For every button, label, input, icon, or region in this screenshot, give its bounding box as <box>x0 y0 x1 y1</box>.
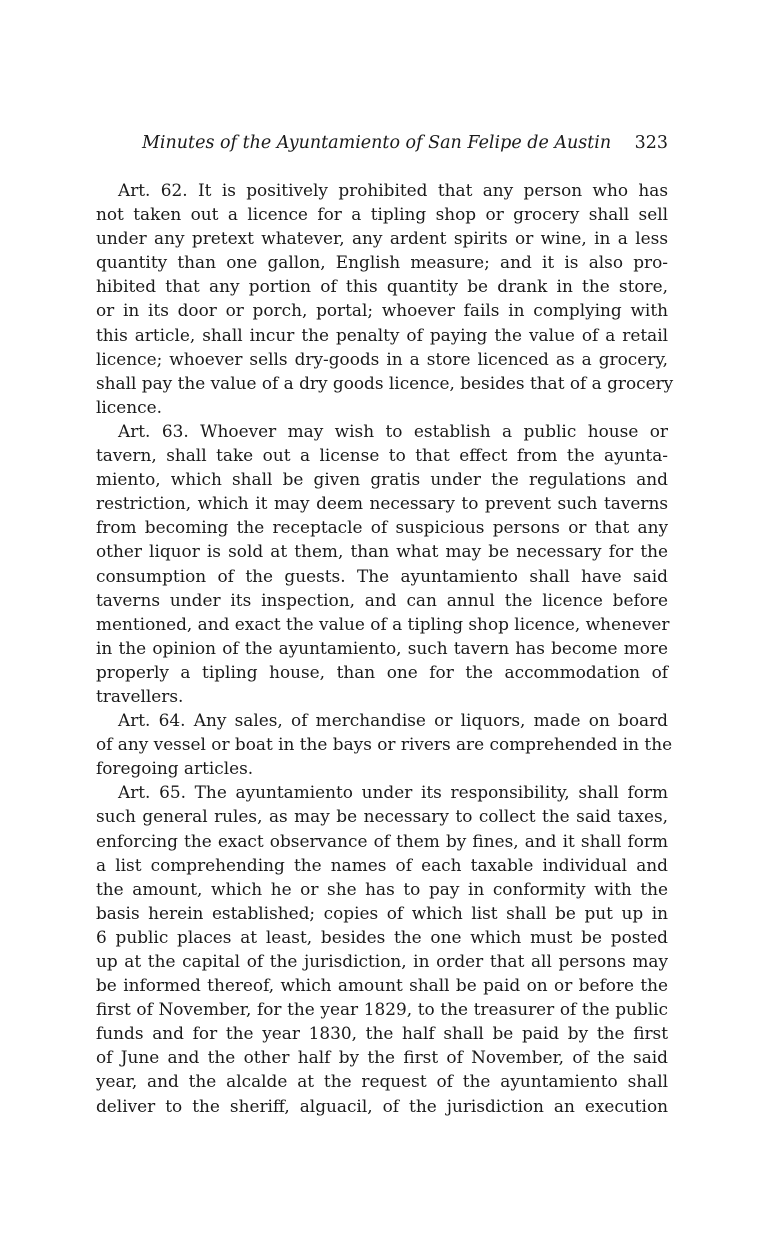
text-line: this article, shall incur the penalty of paying the value of a retail <box>96 324 668 345</box>
text-line: licence. <box>96 396 162 417</box>
running-head <box>142 128 668 158</box>
text-line: under any pretext whatever, any ardent spirits or wine, in a less <box>96 228 668 249</box>
text-line: shall pay the value of a dry goods licence, besides that of a grocery <box>96 372 674 393</box>
text-line: Art. 65. The ayuntamiento under its responsibility, shall form <box>118 782 668 803</box>
text-line: mentioned, and exact the value of a tipling shop licence, whenever <box>96 613 670 634</box>
text-line: a list comprehending the names of each taxable individual and <box>96 854 668 875</box>
text-line: foregoing articles. <box>96 758 254 779</box>
text-line: other liquor is sold at them, than what may be necessary for the <box>96 541 668 562</box>
text-line: Art. 62. It is positively prohibited that any person who has <box>118 180 668 200</box>
text-line: or in its door or porch, portal; whoever fails in complying with <box>96 300 668 321</box>
running-head-title: Minutes of the Ayuntamiento of San Felipe de Austin <box>142 133 612 153</box>
text-line: be informed thereof, which amount shall be paid on or before the <box>96 975 668 996</box>
text-line: licence; whoever sells dry-goods in a store licenced as a grocery, <box>96 348 668 369</box>
text-line: Art. 64. Any sales, of merchandise or liquors, made on board <box>118 710 668 731</box>
text-line: of any vessel or boat in the bays or rivers are comprehended in the <box>96 734 673 755</box>
text-line: funds and for the year 1830, the half shall be paid by the first <box>96 1023 668 1044</box>
text-line: year, and the alcalde at the request of the ayuntamiento shall <box>96 1071 668 1092</box>
text-line: first of November, for the year 1829, to the treasurer of the public <box>96 999 668 1020</box>
text-line: from becoming the receptacle of suspicious persons or that any <box>96 517 668 538</box>
text-line: travellers. <box>96 685 184 706</box>
text-line: the amount, which he or she has to pay in conformity with the <box>96 878 668 899</box>
text-line: taverns under its inspection, and can annul the licence before <box>96 589 668 610</box>
page-number: 323 <box>634 133 668 153</box>
text-line: properly a tipling house, than one for the accommodation of <box>96 661 668 682</box>
text-line: 6 public places at least, besides the one which must be posted <box>96 926 668 947</box>
text-line: such general rules, as may be necessary to collect the said taxes, <box>96 806 668 827</box>
text-line: quantity than one gallon, English measure; and it is also pro- <box>96 252 668 273</box>
text-line: deliver to the sheriff, alguacil, of the jurisdiction an execution <box>96 1095 668 1116</box>
text-line: hibited that any portion of this quantity be drank in the store, <box>96 276 668 297</box>
text-line: of June and the other half by the first of November, of the said <box>96 1047 668 1068</box>
text-line: up at the capital of the jurisdiction, in order that all persons may <box>96 951 668 971</box>
body-text <box>96 178 674 1118</box>
text-line: basis herein established; copies of which list shall be put up in <box>96 902 668 923</box>
text-line: consumption of the guests. The ayuntamiento shall have said <box>96 565 668 586</box>
document-page <box>96 128 674 1118</box>
text-line: in the opinion of the ayuntamiento, such tavern has become more <box>96 637 668 658</box>
text-line: restriction, which it may deem necessary to prevent such taverns <box>96 493 668 514</box>
text-line: not taken out a licence for a tipling shop or grocery shall sell <box>96 204 668 225</box>
text-line: tavern, shall take out a license to that effect from the ayunta- <box>96 445 668 466</box>
text-line: Art. 63. Whoever may wish to establish a public house or <box>118 420 668 441</box>
text-line: miento, which shall be given gratis under the regulations and <box>96 469 668 490</box>
text-line: enforcing the exact observance of them by fines, and it shall form <box>96 830 668 851</box>
